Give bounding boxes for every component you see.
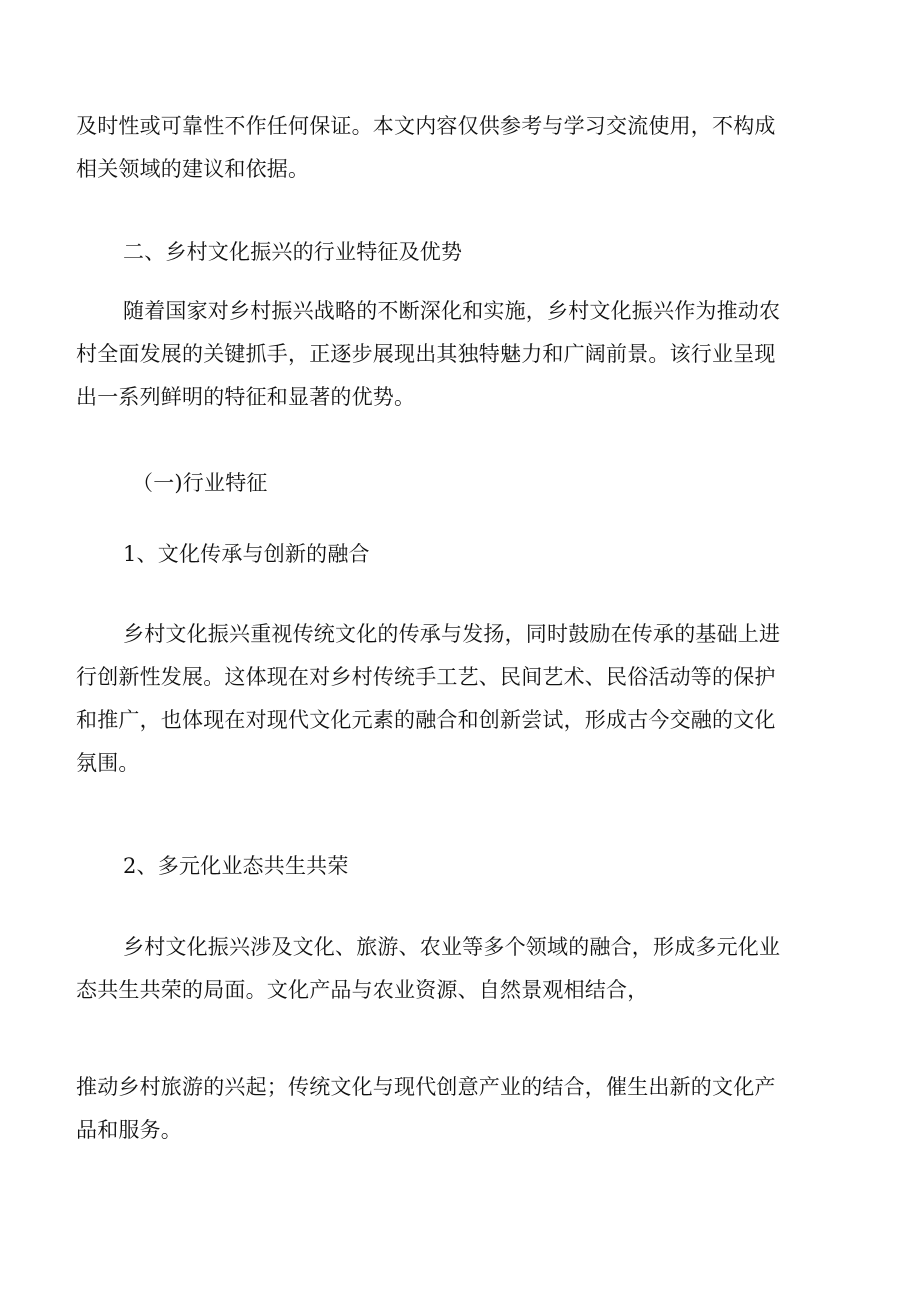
- text-line: 推动乡村旅游的兴起；传统文化与现代创意产业的结合，催生出新的文化产: [76, 1075, 776, 1099]
- heading-text: 1、文化传承与创新的融合: [123, 542, 370, 566]
- text-line: 行创新性发展。这体现在对乡村传统手工艺、民间艺术、民俗活动等的保护: [76, 665, 776, 689]
- text-line: 品和服务。: [76, 1118, 182, 1142]
- item1-heading: [76, 533, 846, 576]
- text-line: 和推广，也体现在对现代文化元素的融合和创新尝试，形成古今交融的文化: [76, 708, 776, 732]
- subsection-heading: [76, 462, 846, 505]
- heading-text: 2、多元化业态共生共荣: [123, 854, 349, 878]
- intro-paragraph: [76, 290, 846, 419]
- text-line: 乡村文化振兴涉及文化、旅游、农业等多个领域的融合，形成多元化业: [123, 935, 781, 959]
- text-line: 村全面发展的关键抓手，正逐步展现出其独特魅力和广阔前景。该行业呈现: [76, 342, 776, 366]
- text-line: 氛围。: [76, 751, 140, 775]
- text-line: 乡村文化振兴重视传统文化的传承与发扬，同时鼓励在传承的基础上进: [123, 622, 781, 646]
- item2-heading: [76, 845, 846, 888]
- text-line: 随着国家对乡村振兴战略的不断深化和实施，乡村文化振兴作为推动农: [123, 299, 781, 323]
- text-line: 态共生共荣的局面。文化产品与农业资源、自然景观相结合，: [76, 978, 649, 1002]
- heading-text: 二、乡村文化振兴的行业特征及优势: [123, 240, 463, 264]
- text-line: 及时性或可靠性不作任何保证。本文内容仅供参考与学习交流使用，不构成: [76, 114, 776, 138]
- text-line: 出一系列鲜明的特征和显著的优势。: [76, 385, 416, 409]
- item2-body-paragraph: [76, 926, 846, 1012]
- heading-text: （一)行业特征: [132, 471, 268, 495]
- item1-body-paragraph: [76, 613, 846, 785]
- disclaimer-paragraph: [76, 105, 846, 191]
- item2-body-continued-paragraph: [76, 1066, 846, 1152]
- text-line: 相关领域的建议和依据。: [76, 157, 310, 181]
- section-heading: [76, 231, 846, 274]
